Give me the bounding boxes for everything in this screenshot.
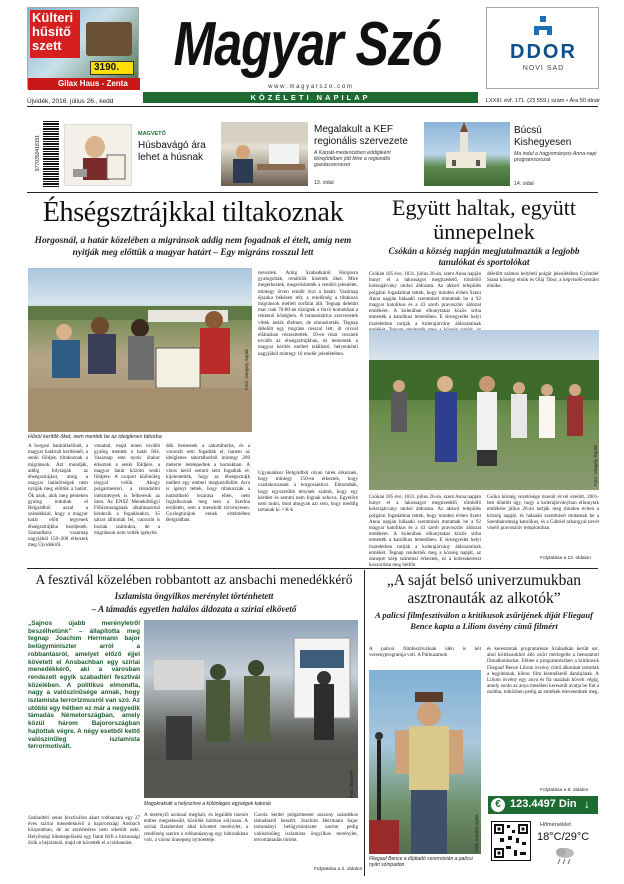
story3-page: Folytatása a 2. oldalon <box>314 867 363 872</box>
masthead-url[interactable]: w w w . m a g y a r s z o . c o m <box>268 84 352 90</box>
mid-rule <box>27 568 598 569</box>
story3-deck-2: – A támadás egyetlen halálos áldozata a szíriai elkövető <box>91 604 297 614</box>
story2-photo[interactable] <box>369 330 599 490</box>
story4-photo[interactable] <box>369 670 481 854</box>
main-photo[interactable] <box>28 268 252 432</box>
teaser-2-text: A Kárpát-medencében eddigiként létrejöttében jött létre a regionális gazdaszervezet <box>314 150 391 169</box>
ad-headline-3: szett <box>32 38 62 53</box>
story3-col-1b: Szabadtéri zenei fesztiválon akart robbantani egy 27 éves szíriai menedékkérő a bajorországi Ansbach központban, de az ezrédmérse nem sikerült neki. Helyőrségi bűnmegelőzési egy fiatal férfi a biztonsági őrök a bejáratnál, majd ott követték el a robbantást. <box>28 815 140 846</box>
ad-price: 3190. <box>94 62 120 73</box>
weather-temp: 18°C/29°C <box>537 831 590 843</box>
story4-credit: Fotó: Kaczkó Gyula <box>474 814 479 852</box>
story2-col-4: Csóka község vezetősége tizenöt évvel ezelőtt, 2001-ben döntött úgy, hogy a kolerajárványban elhunytak emlékére július 26-án tartják meg minden évben a község napját, és hálaadó szentmisét mutatnak be a Szentháromság katolikus, és a Gábriel arkangyal nevét viselő pravoszláv templomban. <box>487 494 599 532</box>
masthead-title[interactable]: Magyar Szó <box>173 8 442 79</box>
story2-col-2: délelőtt számos helybeli polgár jelenlétében Gyömbér Stana községi elnök és Oláj Tibor, a képviselő-testület elnöke. <box>487 271 599 290</box>
story4-page: Folytatása a 8. oldalon <box>540 788 589 793</box>
barcode-number: 9770350418151 <box>35 134 42 172</box>
story3-col-3: Carola Seidel polgármester asszony szándékos támadásról beszélt. Joachim Herrmann bajor tartományi belügyminiszter szerint pedig valószínűleg iszlamista öngyilkos merénylet, terrortámadás történt. <box>254 812 358 843</box>
story2-headline[interactable]: Együtt haltak, együtt ünnepelnek <box>392 195 576 244</box>
ad-footer: Gilax Haus - Zenta <box>58 79 128 88</box>
story4-headline[interactable]: „A saját belső univerzumukban asztronauták az alkotók” <box>386 572 582 607</box>
currency-value: 123.4497 Din <box>510 798 577 810</box>
story3-caption: Magokrakotk a helyszínre a különleges egységek katonái <box>144 801 271 807</box>
top-rule <box>27 106 598 107</box>
story3-credit: Fotó: Beta/AP <box>349 769 354 798</box>
teaser-2-page: 13. oldal <box>314 180 334 186</box>
ad-headline-1: Külteri <box>32 10 74 25</box>
main-col-2: vonattal, majd innen tovább gyalog mentek a határ felé. Vasárnap este nyolc órakor érkeztek a senki földjére, a magyar határ közötti senki földjére. A csoport különölég tárgyal velük. Ahogy polgármesteri, a társadalmi intézmények is felkeresik az úton. Az ENSZ Menekültügyi Főbiztosságának alkalmazottai kérdezik a fogadásukra, 35 sátrat állítottak fel, vacsorát is hoztak számukra, de a migránsok nem vették igénybe. <box>94 443 160 536</box>
story4-deck: A palicsi filmfesztiválon a kritikusok zsűrijének díját Fliegauf Bence kapta a Liliom ösvény című filmért <box>375 610 593 631</box>
story2-col-1: Csókán 185 éve, 1831. július 26-án, szent Anna napján hunyt el a lakosságot megtizedelő, tömbölő kolerajárvány utolsó áldozata. Az akkori település polgárai fogadalmat tettek, hogy minden évben Szent Anna napján hálaadó szentmisét mutatnak be a 92 magyar katolikus és a 43 szerb pravoszláv áldozat emlékére. A kolerában elhunytakat közös sírba temették a katolikus temetőben. E sírnegyedet helyi tiszteletben tartják a kolerajárvány áldozatainak <box>369 271 481 327</box>
main-deck: Horgosnál, a határ közelében a migránsok addig nem fogadnak el ételt, amíg nem nyitják meg előttük a magyar határt – Egy migráns rosszul lett <box>34 236 352 258</box>
story3-col-2: A merénylő azonnal meghalt, és legalább tizenöt ember megsebesült, közülük hárman súlyosan. A szíriai fiatalember által követett merénylet, a rendőrség szerint a robbanóanyag egy hátizsákban volt, a városi ünnepség nyitóestéje. <box>144 812 248 843</box>
story3-deck-1: Iszlamista öngyilkos merénylet történhetett <box>114 591 274 601</box>
barcode <box>43 121 59 187</box>
date: Újvidék, 2016. július 26., kedd <box>27 98 114 105</box>
teaser-2-photo[interactable] <box>221 122 308 186</box>
weather-label: Hőmérséklet <box>540 822 571 828</box>
issue-info: LXXIII. évf. 171. (23 559.) szám • Ára 50 dinár <box>485 98 600 104</box>
story4-col-2: és keresztutak programrésze Szabadkán került sor, ahol kritikusokból álló zsűri mérlegelte a bemutatott filmalkotásokat. Ebben a programrészben a kritikusok Fliegauf Bence Liliom ösvény című alkotását tartották a legjobbnak, kilenc film kiemelkedő darabjának. A Liliom ösvény egy anya és fia utazását követi végig, amely során az anya meséken keresztül avatja be fiát a múltba, miközben pedig az emlékek elevenednek meg. <box>487 646 599 696</box>
ddor-logo-icon <box>531 14 555 38</box>
currency-box[interactable] <box>488 796 598 814</box>
main-col-5: Ugyanakkor Belgrádból olyan hírek érkeznek, hogy mintegy 150-en érkeztek, hogy csatlakozzanak a horgosiakhoz. Elmondták, hogy egyszerűbb ténynek számít, hogy egy kérdést és semmi nem fognak sehova. Egyelőre nem tudni, mint ahogyan azt sem, hogy meddig tartanak ki. • K-k <box>258 470 358 514</box>
teaser-1-kicker: MAGVETŐ <box>138 131 166 137</box>
main-photo-credit: Fotó: Gergely Árpád <box>244 349 249 390</box>
cloud-rain-icon <box>553 846 577 866</box>
story3-lead: „Sajnos újabb merényletről beszélhetünk” – állapította meg tegnap Joachim Herrmann bajor belügyminiszter arról a robbantásról, amelyet előző éjjel követett el Ansbachban egy szíriai menedékkérő, aki a városban rendezett egyik szabadtéri fesztivál közelében. A politikus elmondta, nagy a valószínűsége annak, hogy iszlamista terrorizmusról van szó. Az utóbbi egy hétben ez már a negyedik támadás Németországban, amely közül három Bajorországban hajtottak végre. A négy esetből kettő valószínűleg iszlamista terrormotivált. <box>28 620 140 751</box>
mid-vrule <box>364 570 365 876</box>
story2-page: Folytatása a 13. oldalon <box>540 556 591 561</box>
qr-code[interactable] <box>491 821 531 861</box>
ddor-city: NOVI SAD <box>522 65 565 72</box>
main-col-1: A horgosi határátkelőnél, a magyar határnál kerítésnél, a senki földjén tiltakoznak a migránsok. Azt mondják, addig folytatják az éhségsztrájkot, amíg a magyar határőrségek nem nyitják meg előttük a határt. Ők azok, akik meg pénteken gyalog indultak el Belgrádból azzal a szándékkal, hogy a magyar határ előtt tegyenek éhségsztrájkba kezdjenek. Szabadkára vasárnap nagyjából 150–200 érkeztek meg Újvidékről. <box>28 443 88 549</box>
main-col-3: dók bementek a sátortáborba, és a vacsorát sem fogadták el, hanem az ideiglenes sátortáborból mintegy 200 méterre letelepedtek a homokban. A város kerül semmi sem fogadták el, kijelentették, hogy az éhségsztrájk mellett egy emberi megkezdődött. Arra is igényt tettek, hogy tiltakozzák a határátkelő lezárása ellen, nem foglalkoznak meg sem a Szerbia területén, sem a menekült törvényesen. Gyalogtúrájuk ennek értelmében Belgrádban. <box>166 443 250 524</box>
ad-gilax[interactable] <box>27 7 139 89</box>
teaser-3-photo[interactable] <box>424 122 510 186</box>
ad-headline-2: hűsítő <box>32 24 71 39</box>
story2-photo-credit: Fotó: Gergely Árpád <box>593 445 598 486</box>
story4-caption: Fliegauf Bence a díjátadó ceremónián a palicsi nyári színpadon <box>369 856 473 868</box>
story4-col-1: A palicsi filmfesztiválnak idén is két versenyprogramja volt. A Párhuzamok <box>369 646 481 659</box>
main-col-4: neveztek. Amig Szabadkáról Horgosra gyalogoltak, rendőrök kísérték őket. Mire megérkeztek, megerősítették a rendőri jelenlétet, mintegy ötven rendőr őrzi a határt. Vasárnap éjszaka békésen telt, a rendőrség a tiltakozó migránsok mellett sorfalat állt. Tegnap délelőtt mar csak 70-80-an tűzögtek a forró homokban a rekkenő hőségben. A humanitárius szervezetek vittek nekik élelmet, de elutasították. Tegnap délelőtt egy migráns rosszul lett, őt orvosi ellátásban részesítették, 10-en részt vesznek tovább az éhségsztrájkban, és bementek a magyar kerítés mellett található, helyenkénti nagyjából mintegy 10 rendőr jelenlétében. <box>258 270 358 357</box>
ddor-brand: DDOR <box>510 41 577 63</box>
arrow-down-icon: ↓ <box>584 797 590 811</box>
story3-photo[interactable] <box>144 620 358 798</box>
ad-furniture <box>86 22 132 56</box>
story2-col-3: Csókán 185 éve, 1831. július 26-án, szent Anna napján hunyt el a lakosságot megtizedelő, tömbölő kolerajárvány utolsó áldozata. Az akkori település polgárai fogadalmat tettek, hogy minden évben Szent Anna napján hálaadó szentmisét mutatnak be a 92 magyar katolikus és a 43 szerb pravoszláv áldozat emlékére. A kolerában elhunytakat közös sírba temették a katolikus temetőben. E sírnegyedet helyi tiszteletben tartják a kolerajárvány áldozatainak emlékét. Tegnap rendezték meg a község napját, az ünnepre szép számmal érkeztek, ez a kolerakereszt koszorúzta meg hétfőn <box>369 494 481 569</box>
teaser-3-text: Ma indul a hagyományos Anna-napi programsorozat <box>514 151 597 164</box>
story2-deck: Csókán a község napján megjutalmazták a legjobb tanulókat és sportolókat <box>388 246 580 267</box>
main-headline[interactable]: Éhségsztrájkkal tiltakoznak <box>42 197 344 228</box>
teaser-3-title[interactable]: Búcsú Kishegyesen <box>514 125 572 148</box>
main-photo-caption: Hűsöl kerítők őket, nem mentek be az ideiglenes táborba <box>28 434 162 440</box>
teaser-3-page: 14. oldal <box>514 181 534 187</box>
story3-headline[interactable]: A fesztivál közelében robbantott az ansbachi menedékkérő <box>35 572 353 587</box>
teaser-1-cartoon[interactable] <box>64 124 132 186</box>
teaser-rule <box>27 192 598 193</box>
masthead-subtitle: KÖZÉLETI NAPILAP <box>250 93 371 102</box>
euro-icon: € <box>491 798 505 812</box>
teaser-2-title[interactable]: Megalakult a KEF regionális szervezete <box>314 124 408 147</box>
ad-ddor[interactable] <box>486 7 599 89</box>
teaser-1-title[interactable]: Húsbavágó ára lehet a húsnak <box>138 140 206 163</box>
